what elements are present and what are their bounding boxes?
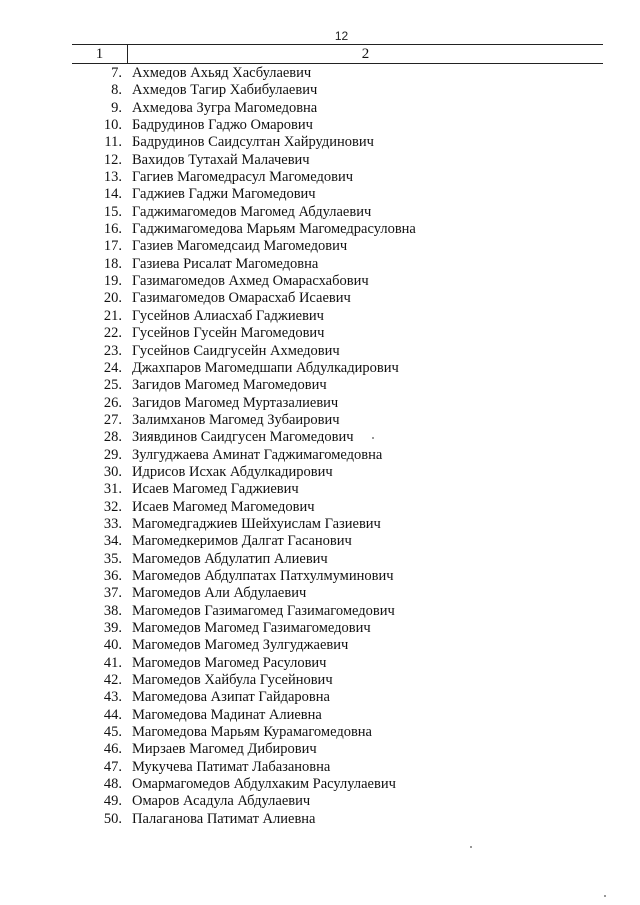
list-item — [72, 620, 592, 637]
entry-name: Магомедов Магомед Газимагомедович — [132, 620, 371, 636]
list-item — [72, 256, 592, 273]
entry-number: 23. — [103, 342, 122, 359]
entry-name: Магомедов Абдулатип Алиевич — [132, 550, 328, 567]
entry-number: 26. — [103, 394, 122, 411]
column-2-label: 2 — [361, 46, 370, 62]
entry-number: 50. — [103, 810, 122, 827]
entry-number: 10. — [103, 117, 122, 134]
name-list — [72, 65, 592, 828]
entry-number: 18. — [103, 255, 122, 272]
list-item — [72, 464, 592, 481]
column-1-label: 1 — [95, 46, 104, 62]
list-item — [72, 377, 592, 394]
list-item — [72, 741, 592, 758]
entry-number: 21. — [103, 307, 122, 324]
entry-number: 9. — [111, 99, 122, 116]
entry-number: 17. — [103, 238, 122, 255]
entry-name: Исаев Магомед Магомедович — [132, 498, 315, 515]
entry-name: Мирзаев Магомед Дибирович — [132, 741, 317, 758]
entry-name: Гаджимагомедова Марьям Магомедрасуловна — [132, 221, 416, 238]
entry-number: 37. — [103, 585, 122, 602]
entry-number: 15. — [103, 203, 122, 220]
entry-name: Магомедов Абдулпатах Патхулмуминович — [132, 567, 394, 584]
list-item — [72, 238, 592, 255]
entry-name: Магомедов Магомед Расулович — [132, 654, 327, 671]
entry-number: 49. — [103, 793, 122, 810]
entry-number: 34. — [103, 533, 122, 550]
list-item — [72, 117, 592, 134]
entry-name: Магомедов Али Абдулаевич — [132, 585, 307, 602]
list-item — [72, 637, 592, 654]
entry-number: 13. — [103, 169, 122, 186]
entry-name: Джахпаров Магомедшапи Абдулкадирович — [132, 359, 399, 376]
entry-name: Омаров Асадула Абдулаевич — [132, 793, 311, 810]
list-item — [72, 776, 592, 793]
entry-number: 39. — [103, 620, 122, 636]
entry-number: 45. — [103, 724, 122, 741]
scan-speck — [470, 846, 472, 848]
entry-number: 38. — [103, 602, 122, 619]
entry-name: Исаев Магомед Гаджиевич — [132, 481, 299, 498]
entry-name: Мукучева Патимат Лабазановна — [132, 758, 331, 775]
entry-name: Магомедова Мадинат Алиевна — [132, 706, 322, 723]
entry-name: Газиев Магомедсаид Магомедович — [132, 238, 348, 255]
entry-number: 29. — [103, 446, 122, 463]
list-item — [72, 412, 592, 429]
list-item — [72, 655, 592, 672]
list-item — [72, 447, 592, 464]
list-item — [72, 429, 592, 446]
list-item — [72, 707, 592, 724]
list-item — [72, 551, 592, 568]
entry-name: Идрисов Исхак Абдулкадирович — [132, 463, 333, 480]
entry-name: Гусейнов Гусейн Магомедович — [132, 325, 325, 342]
entry-name: Магомедов Хайбула Гусейнович — [132, 672, 333, 689]
entry-name: Гагиев Магомедрасул Магомедович — [132, 169, 353, 186]
entry-name: Ахмедов Тагир Хабибулаевич — [132, 82, 318, 99]
entry-name: Магомедгаджиев Шейхуислам Газиевич — [132, 515, 381, 532]
entry-name: Газимагомедов Омарасхаб Исаевич — [132, 290, 351, 307]
entry-number: 31. — [103, 481, 122, 498]
list-item — [72, 325, 592, 342]
entry-number: 32. — [103, 498, 122, 515]
list-item — [72, 395, 592, 412]
list-item — [72, 724, 592, 741]
entry-name: Магомедов Газимагомед Газимагомедович — [132, 602, 395, 619]
entry-number: 24. — [103, 359, 122, 376]
entry-number: 48. — [103, 776, 122, 793]
entry-number: 46. — [103, 741, 122, 758]
entry-name: Омармагомедов Абдулхаким Расулулаевич — [132, 776, 396, 793]
table-column-header — [72, 44, 603, 64]
entry-name: Гусейнов Саидгусейн Ахмедович — [132, 342, 340, 359]
list-item — [72, 672, 592, 689]
entry-number: 44. — [103, 706, 122, 723]
scan-speck — [604, 895, 606, 897]
list-item — [72, 759, 592, 776]
entry-name: Гаджиев Гаджи Магомедович — [132, 186, 316, 203]
entry-number: 27. — [103, 411, 122, 428]
list-item — [72, 585, 592, 602]
entry-name: Бадрудинов Саидсултан Хайрудинович — [132, 134, 374, 151]
list-item — [72, 221, 592, 238]
list-item — [72, 134, 592, 151]
list-item — [72, 499, 592, 516]
entry-name: Загидов Магомед Магомедович — [132, 377, 327, 394]
entry-name: Газиева Рисалат Магомедовна — [132, 255, 319, 272]
list-item — [72, 533, 592, 550]
list-item — [72, 100, 592, 117]
list-item — [72, 811, 592, 828]
entry-number: 40. — [103, 637, 122, 654]
entry-number: 11. — [104, 134, 122, 151]
entry-number: 8. — [111, 82, 122, 99]
entry-name: Гусейнов Алиасхаб Гаджиевич — [132, 307, 324, 324]
entry-name: Магомедкеримов Далгат Гасанович — [132, 533, 352, 550]
list-item — [72, 186, 592, 203]
list-item — [72, 65, 592, 82]
scan-speck — [372, 437, 374, 439]
list-item — [72, 290, 592, 307]
entry-number: 20. — [103, 290, 122, 307]
entry-name: Ахмедов Ахьяд Хасбулаевич — [132, 65, 312, 81]
list-item — [72, 793, 592, 810]
entry-number: 36. — [103, 567, 122, 584]
entry-number: 14. — [103, 186, 122, 203]
list-item — [72, 343, 592, 360]
entry-number: 12. — [103, 151, 122, 168]
entry-number: 42. — [103, 672, 122, 689]
entry-name: Палаганова Патимат Алиевна — [132, 810, 316, 827]
entry-name: Гаджимагомедов Магомед Абдулаевич — [132, 203, 372, 220]
entry-number: 41. — [103, 654, 122, 671]
entry-name: Газимагомедов Ахмед Омарасхабович — [132, 273, 369, 290]
entry-name: Магомедова Марьям Курамагомедовна — [132, 724, 372, 741]
entry-number: 43. — [103, 689, 122, 706]
entry-number: 28. — [103, 429, 122, 446]
entry-number: 16. — [103, 221, 122, 238]
list-item — [72, 689, 592, 706]
entry-number: 25. — [103, 377, 122, 394]
list-item — [72, 308, 592, 325]
entry-name: Вахидов Тутахай Малачевич — [132, 151, 310, 168]
list-item — [72, 152, 592, 169]
list-item — [72, 360, 592, 377]
entry-name: Магомедов Магомед Зулгуджаевич — [132, 637, 349, 654]
list-item — [72, 516, 592, 533]
entry-name: Магомедова Азипат Гайдаровна — [132, 689, 330, 706]
list-item — [72, 82, 592, 99]
entry-number: 19. — [103, 273, 122, 290]
entry-number: 22. — [103, 325, 122, 342]
entry-name: Зулгуджаева Аминат Гаджимагомедовна — [132, 446, 383, 463]
page-number: 12 — [334, 29, 349, 43]
list-item — [72, 204, 592, 221]
entry-name: Бадрудинов Гаджо Омарович — [132, 117, 313, 134]
list-item — [72, 481, 592, 498]
entry-name: Залимханов Магомед Зубаирович — [132, 411, 340, 428]
entry-name: Загидов Магомед Муртазалиевич — [132, 394, 339, 411]
entry-number: 33. — [103, 515, 122, 532]
list-item — [72, 169, 592, 186]
entry-name: Зиявдинов Саидгусен Магомедович — [132, 429, 354, 446]
list-item — [72, 603, 592, 620]
list-item — [72, 273, 592, 290]
entry-name: Ахмедова Зугра Магомедовна — [132, 99, 318, 116]
entry-number: 7. — [111, 65, 122, 81]
entry-number: 47. — [103, 758, 122, 775]
entry-number: 30. — [103, 463, 122, 480]
list-item — [72, 568, 592, 585]
entry-number: 35. — [103, 550, 122, 567]
